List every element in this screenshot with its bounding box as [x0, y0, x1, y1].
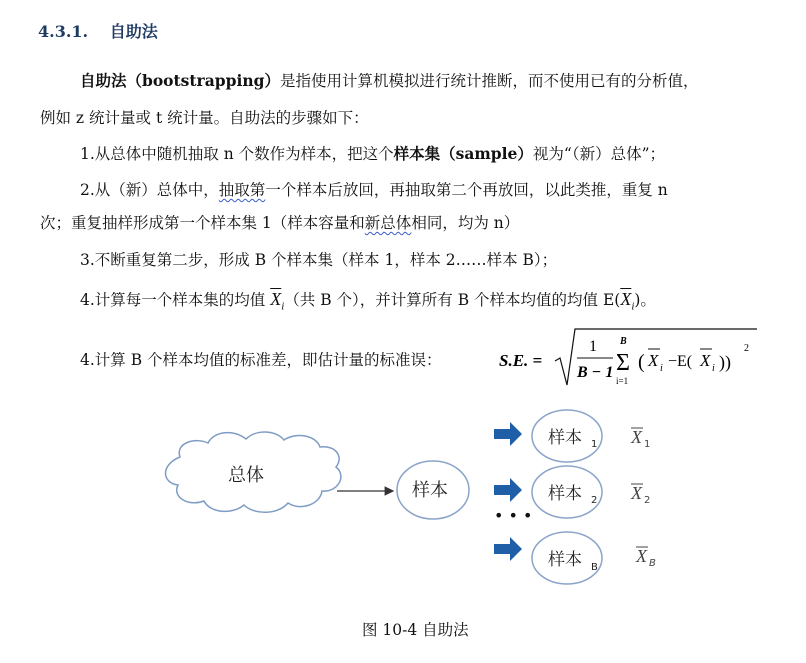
- xbar-term: X: [648, 351, 659, 370]
- sigma: Σ: [616, 350, 630, 376]
- sub-i: i: [660, 363, 663, 374]
- step-2b-prefix: 次；重复抽样形成第一个样本集 1（样本容量和: [40, 214, 365, 232]
- xbar-term-2: X: [700, 351, 711, 370]
- section-heading: [38, 19, 158, 42]
- section-title: 自助法: [109, 22, 158, 41]
- blue-arrow-icon: [494, 422, 522, 446]
- step-5: 4.计算 B 个样本均值的标准差，即估计量的标准误：: [80, 351, 442, 369]
- blue-arrow-icon: [494, 537, 522, 561]
- step-2-prefix: 2.从（新）总体中，: [80, 181, 219, 199]
- resample-row-b: [494, 532, 656, 584]
- step-1: [80, 144, 665, 164]
- step-2-cont: [40, 213, 519, 233]
- sum-upper: B: [620, 336, 627, 347]
- exponent: 2: [744, 343, 749, 354]
- formula-lhs: S.E. =: [499, 351, 543, 370]
- resample-sub: 2: [591, 495, 598, 506]
- population-label: 总体: [228, 465, 264, 486]
- open-paren: (: [638, 351, 645, 373]
- resample-label: 样本: [548, 550, 582, 570]
- formula-denominator: B − 1: [577, 364, 614, 381]
- resample-row-1: [494, 410, 650, 462]
- se-formula: [495, 325, 760, 391]
- spellcheck-mark: 新总体: [364, 214, 412, 232]
- mean-symbol: X: [636, 546, 647, 566]
- xbar-i-2: $\overline{X}_i$: [620, 289, 635, 313]
- minus-e: −E(: [668, 353, 693, 370]
- resample-sub: 1: [591, 439, 598, 450]
- blue-arrow-icon: [494, 478, 522, 502]
- step-4-a: 4.计算每一个样本集的均值: [80, 291, 271, 309]
- term-bootstrapping: 自助法（bootstrapping）: [80, 71, 280, 90]
- intro-text: 是指使用计算机模拟进行统计推断，而不使用已有的分析值，: [279, 72, 699, 90]
- mean-symbol: X: [631, 483, 642, 503]
- xbar-i: $\overline{X}_i$: [270, 289, 285, 313]
- close-parens: )): [719, 352, 731, 372]
- vertical-ellipsis: • • •: [494, 506, 533, 525]
- step-4: [80, 289, 656, 317]
- mean-symbol: X: [631, 427, 642, 447]
- mean-sub: 2: [644, 495, 651, 506]
- section-number: 4.3.1.: [38, 22, 89, 41]
- step-1-prefix: 1.从总体中随机抽取 n 个数作为样本，把这个: [80, 145, 394, 163]
- sum-lower: i=1: [616, 376, 629, 386]
- resample-label: 样本: [548, 428, 582, 448]
- formula-numerator: 1: [589, 338, 597, 355]
- step-1-bold: 样本集（sample）: [393, 144, 533, 163]
- spellcheck-mark: 抽取第: [218, 181, 266, 199]
- step-2b-suffix: 相同，均为 n）: [411, 214, 520, 232]
- step-1-suffix: 视为“（新）总体”；: [532, 145, 666, 163]
- sub-i-2: i: [712, 363, 715, 374]
- mean-sub: 1: [644, 439, 651, 450]
- step-2-text: 一个样本后放回，再抽取第二个再放回，以此类推，重复 n: [265, 181, 668, 199]
- bootstrap-diagram: [150, 395, 710, 600]
- step-4-c: )。: [634, 291, 656, 309]
- step-2: [80, 180, 668, 200]
- resample-label: 样本: [548, 484, 582, 504]
- mean-sub: B: [649, 558, 656, 569]
- sample-label: 样本: [412, 480, 448, 501]
- intro-line-1: [80, 71, 698, 91]
- step-4-b: （共 B 个），并计算所有 B 个样本均值的均值 E(: [284, 291, 621, 309]
- resample-sub: B: [591, 562, 598, 573]
- step-3: 3.不断重复第二步，形成 B 个样本集（样本 1，样本 2……样本 B）；: [80, 251, 558, 269]
- intro-line-2: 例如 z 统计量或 t 统计量。自助法的步骤如下：: [40, 109, 369, 127]
- figure-caption: 图 10-4 自助法: [362, 621, 469, 639]
